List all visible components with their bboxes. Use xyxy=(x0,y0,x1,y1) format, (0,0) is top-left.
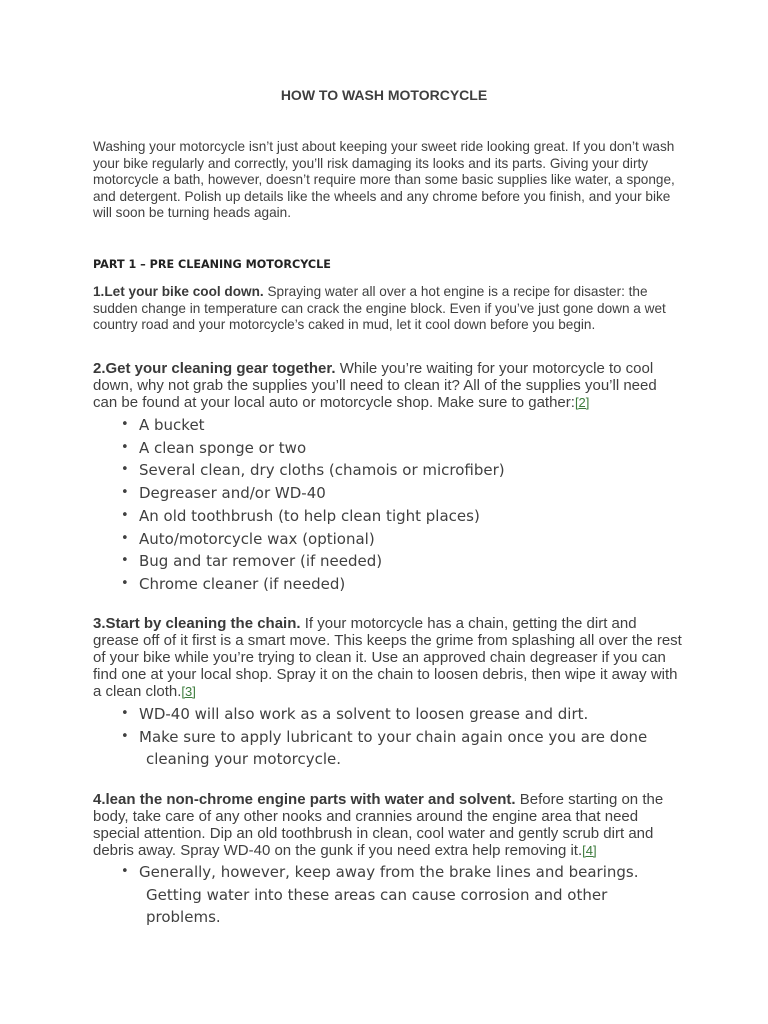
step-1-body: Spraying water all over a hot engine is a recipe for disaster: the sudden change in temperature can crack the engine block. Even if you’ve just gone down a wet country road and your motorcycle’s caked in mud, let it cool down before you begin. xyxy=(93,284,666,332)
page-title: HOW TO WASH MOTORCYCLE xyxy=(280,87,488,103)
list-item: • Make sure to apply lubricant to your chain again once you are done cleaning your motorcycle. xyxy=(121,726,681,771)
step-3-body: If your motorcycle has a chain, getting the dirt and grease off of it first is a smart move. This keeps the grime from splashing all over the rest of your bike while you’re trying to clean it. Use an approved chain degreaser if you can find one at your local shop. Spray it on the chain to loosen debris, then wipe it away with a clean cloth. xyxy=(93,615,682,700)
list-item: • A clean sponge or two xyxy=(121,437,681,460)
list-item: • WD-40 will also work as a solvent to loosen grease and dirt. xyxy=(121,703,681,726)
list-item: • An old toothbrush (to help clean tight places) xyxy=(121,505,681,528)
step-4-heading: 4.lean the non-chrome engine parts with water and solvent. xyxy=(93,791,516,808)
step-2-paragraph xyxy=(93,360,683,411)
list-item: • Chrome cleaner (if needed) xyxy=(121,573,681,596)
supplies-list xyxy=(121,414,681,596)
step-3-heading: 3.Start by cleaning the chain. xyxy=(93,615,301,632)
step-2-heading: 2.Get your cleaning gear together. xyxy=(93,360,336,377)
reference-link-2[interactable]: [2] xyxy=(574,395,590,410)
list-item: • Auto/motorcycle wax (optional) xyxy=(121,528,681,551)
list-item: • Degreaser and/or WD-40 xyxy=(121,482,681,505)
list-item: • Bug and tar remover (if needed) xyxy=(121,550,681,573)
step-2-body: While you’re waiting for your motorcycle to cool down, why not grab the supplies you’ll need to clean it? All of the supplies you’ll need can be found at your local auto or motorcycle shop. Make sure to gather: xyxy=(93,360,657,411)
step-4-body: Before starting on the body, take care of any other nooks and crannies around the engine area that need special attention. Dip an old toothbrush in clean, cool water and gently scrub dirt and debris away. Spray WD-40 on the gunk if you need extra help removing it. xyxy=(93,791,664,859)
list-item: • Several clean, dry cloths (chamois or microfiber) xyxy=(121,459,681,482)
step-1-paragraph xyxy=(93,284,683,334)
step-3-paragraph xyxy=(93,615,683,700)
engine-tips-list xyxy=(121,861,681,929)
intro-paragraph: Washing your motorcycle isn’t just about keeping your sweet ride looking great. If you don’t wash your bike regularly and correctly, you’ll risk damaging its looks and its parts. Giving your dirty motorcycle a bath, however, doesn’t require more than some basic supplies like water, a sponge, and detergent. Polish up details like the wheels and any chrome before you finish, and your bike will soon be turning heads again. xyxy=(93,139,675,220)
reference-link-4[interactable]: [4] xyxy=(582,843,597,858)
list-item: • A bucket xyxy=(121,414,681,437)
step-4-paragraph xyxy=(93,791,683,859)
part-heading: PART 1 – PRE CLEANING MOTORCYCLE xyxy=(93,258,331,271)
reference-link-3[interactable]: [3] xyxy=(181,684,196,699)
chain-tips-list xyxy=(121,703,681,771)
list-item: • Generally, however, keep away from the brake lines and bearings. Getting water into these areas can cause corrosion and other problems. xyxy=(121,861,681,929)
step-1-heading: 1.Let your bike cool down. xyxy=(93,284,264,299)
